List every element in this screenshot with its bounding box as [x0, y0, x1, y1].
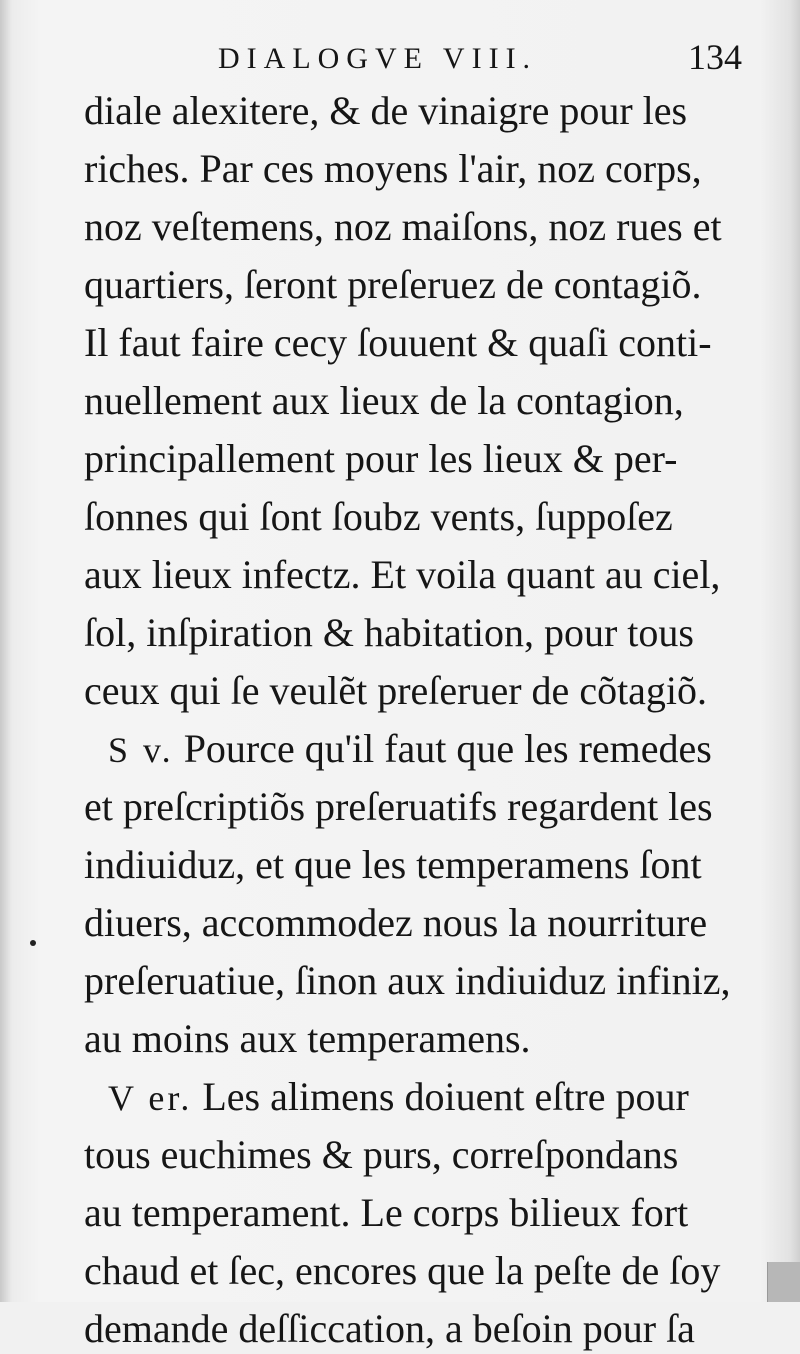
text-line: ſonnes qui ſont ſoubz vents, ſuppoſez: [84, 494, 673, 539]
text-line: tous euchimes & purs, correſpondans: [84, 1132, 679, 1177]
text-line: diuers, accommodez nous la nourriture: [84, 900, 708, 945]
text-line: principallement pour les lieux & per-: [84, 436, 678, 481]
text-line: chaud et ſec, encores que la peſte de ſoy: [84, 1248, 721, 1293]
running-head: DIALOGVE VIII.: [218, 42, 538, 75]
text-line: ſol, inſpiration & habitation, pour tous: [84, 610, 694, 655]
text-line: riches. Par ces moyens l'air, noz corps,: [84, 146, 702, 191]
text-line: demande deſſiccation, a beſoin pour ſa: [84, 1306, 695, 1351]
text-line: Il faut faire cecy ſouuent & quaſi conti-: [84, 320, 712, 365]
page-header: [0, 36, 800, 86]
text-line: diale alexitere, & de vinaigre pour les: [84, 88, 688, 133]
text-line: indiuiduz, et que les temperamens ſont: [84, 842, 702, 887]
paragraph-start-line: [108, 724, 712, 774]
text-line: nuellement aux lieux de la contagion,: [84, 378, 684, 423]
text-line: Les alimens doiuent eſtre pour: [202, 1074, 689, 1119]
page-number: 134: [688, 37, 742, 77]
speaker-label-su: S v.: [108, 730, 174, 770]
page-edge-tab: [767, 1262, 800, 1302]
text-line: noz veſtemens, noz maiſons, noz rues et: [84, 204, 722, 249]
text-line: et preſcriptiõs preſeruatifs regardent les: [84, 784, 713, 829]
text-line: preſeruatiue, ſinon aux indiuiduz infiniz,: [84, 958, 731, 1003]
paragraph-start-line: [108, 1072, 689, 1122]
text-line: ceux qui ſe veulẽt preſeruer de cõtagiõ.: [84, 668, 708, 713]
text-line: quartiers, ſeront preſeruez de contagiõ.: [84, 262, 702, 307]
text-line: au temperament. Le corps bilieux fort: [84, 1190, 689, 1235]
speaker-label-ver: V er.: [108, 1078, 193, 1118]
text-line: Pource qu'il faut que les remedes: [183, 726, 712, 771]
text-line: au moins aux temperamens.: [84, 1016, 531, 1061]
text-line: aux lieux infectz. Et voila quant au ciel,: [84, 552, 721, 597]
margin-dot: [30, 940, 36, 946]
